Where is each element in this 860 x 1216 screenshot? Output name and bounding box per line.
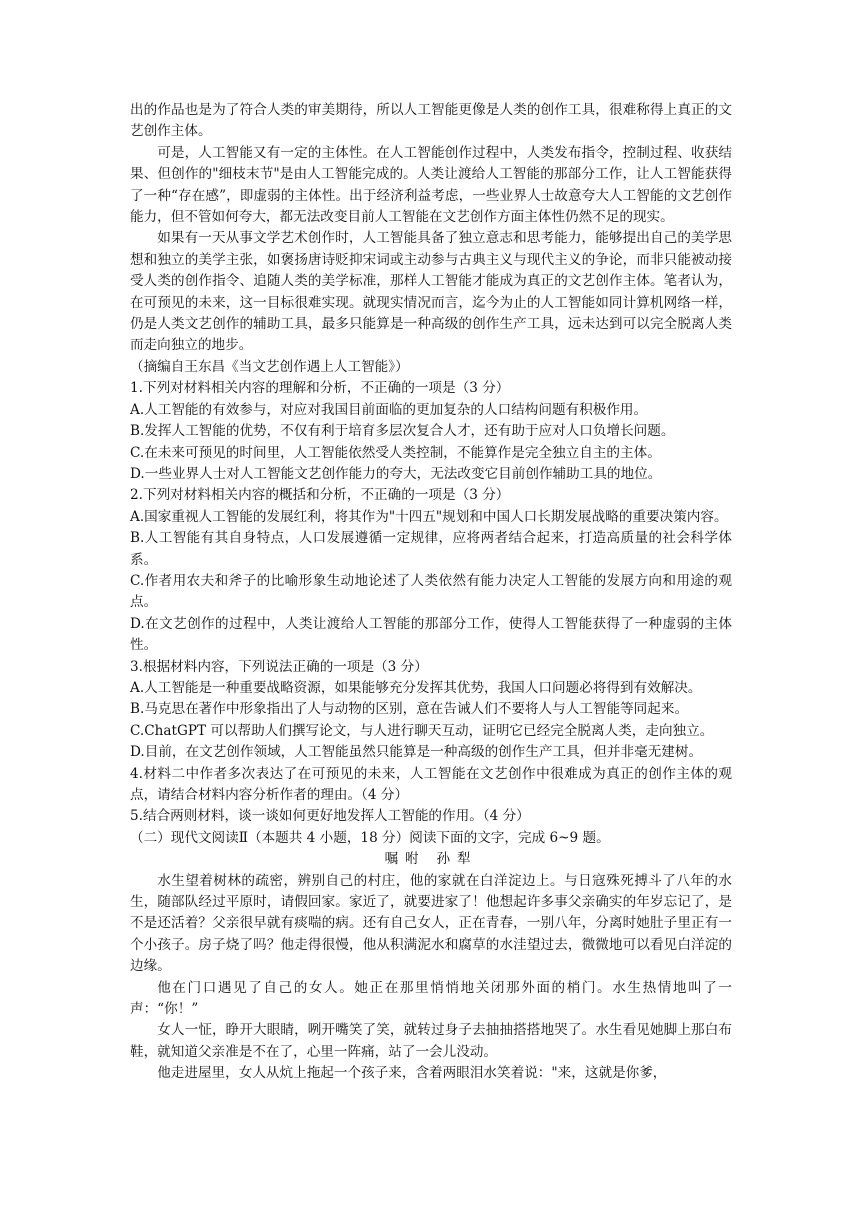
story-paragraph: 女人一怔，睁开大眼睛，咧开嘴笑了笑，就转过身子去抽抽搭搭地哭了。水生看见她脚上那白布鞋，就知道父亲准是不在了，心里一阵痛，站了一会儿没动。 (130, 1022, 732, 1060)
source-citation: （摘编自王东昌《当文艺创作遇上人工智能》） (130, 358, 409, 375)
question-stem: 4.材料二中作者多次表达了在可预见的未来，人工智能在文艺创作中很难成为真正的创作主体的观点，请结合材料内容分析作者的理由。（4 分） (130, 765, 732, 803)
question-option: A.国家重视人工智能的发展红利，将其作为"十四五"规划和中国人口长期发展战略的重要决策内容。 (130, 508, 728, 525)
question-option: A.人工智能是一种重要战略资源，如果能够充分发挥其优势，我国人口问题必将得到有效解决。 (130, 679, 702, 696)
question-option: B.人工智能有其自身特点，人口发展遵循一定规律，应将两者结合起来，打造高质量的社会科学体系。 (130, 530, 732, 568)
passage-paragraph: 如果有一天从事文学艺术创作时，人工智能具备了独立意志和思考能力，能够提出自己的美学思想和独立的美学主张，如褒扬唐诗贬抑宋词或主动参与古典主义与现代主义的争论，而非只能被动接受人类的创作指令、追随人类的美学标准，那样人工智能才能成为真正的文艺创作主体。笔者认为，在可预见的未来，这一目标很难实现。就现实情况而言，迄今为止的人工智能如同计算机网络一样，仍是人类文艺创作的辅助工具，最多只能算是一种高级的创作生产工具，远未达到可以完全脱离人类而走向独立的地步。 (130, 230, 732, 354)
question-option: B.马克思在著作中形象指出了人与动物的区别，意在告诫人们不要将人与人工智能等同起来。 (130, 701, 689, 718)
question-stem: 5.结合两则材料，谈一谈如何更好地发挥人工智能的作用。（4 分） (130, 808, 530, 825)
question-option: C.ChatGPT 可以帮助人们撰写论文，与人进行聊天互动，证明它已经完全脱离人类，走向独立。 (130, 722, 714, 739)
question-option: D.一些业界人士对人工智能文艺创作能力的夸大，无法改变它目前创作辅助工具的地位。 (130, 465, 662, 482)
story-paragraph: 他在门口遇见了自己的女人。她正在那里悄悄地关闭那外面的梢门。水生热情地叫了一声：“你！” (130, 979, 732, 1018)
passage-paragraph: 出的作品也是为了符合人类的审美期待，所以人工智能更像是人类的创作工具，很难称得上真正的文艺创作主体。 (130, 102, 732, 140)
question-option: C.作者用农夫和斧子的比喻形象生动地论述了人类依然有能力决定人工智能的发展方向和用途的观点。 (130, 572, 732, 611)
question-stem: 3.根据材料内容，下列说法正确的一项是（3 分） (130, 658, 428, 675)
story-title: 嘱咐 孙犁 (384, 851, 478, 868)
story-paragraph: 水生望着树林的疏密，辨别自己的村庄，他的家就在白洋淀边上。与日寇殊死搏斗了八年的水生，随部队经过平原时，请假回家。家近了，就要进家了！他想起许多事父亲确实的年岁忘记了，是不是还活着？父亲很早就有痰喘的病。还有自己女人，正在青春，一别八年，分离时她肚子里正有一个小孩子。房子烧了吗？他走得很慢，他从积满泥水和腐草的水洼望过去，微微地可以看见白洋淀的边缘。 (130, 872, 732, 975)
section-heading: （二）现代文阅读Ⅱ（本题共 4 小题，18 分）阅读下面的文字，完成 6~9 题。 (130, 829, 610, 846)
passage-paragraph: 可是，人工智能又有一定的主体性。在人工智能创作过程中，人类发布指令，控制过程、收获结果、但创作的"细枝末节"是由人工智能完成的。人类让渡给人工智能的那部分工作，让人工智能获得了一种“存在感”，即虚弱的主体性。出于经济利益考虑，一些业界人士故意夸大人工智能的文艺创作能力，但不管如何夸大，都无法改变目前人工智能在文艺创作方面主体性仍然不足的现实。 (130, 144, 732, 226)
question-option: D.目前，在文艺创作领域，人工智能虽然只能算是一种高级的创作生产工具，但并非毫无建树。 (130, 744, 703, 761)
question-option: D.在文艺创作的过程中，人类让渡给人工智能的那部分工作，使得人工智能获得了一种虚弱的主体性。 (130, 615, 732, 654)
question-option: C.在未来可预见的时间里，人工智能依然受人类控制，不能算作是完全独立自主的主体。 (130, 444, 661, 461)
question-stem: 1.下列对材料相关内容的理解和分析，不正确的一项是（3 分） (130, 380, 510, 397)
question-stem: 2.下列对材料相关内容的概括和分析，不正确的一项是（3 分） (130, 487, 510, 504)
story-paragraph: 他走进屋里，女人从炕上拖起一个孩子来，含着两眼泪水笑着说："来，这就是你爹， (157, 1065, 667, 1082)
question-option: A.人工智能的有效参与，对应对我国目前面临的更加复杂的人口结构问题有积极作用。 (130, 401, 648, 418)
question-option: B.发挥人工智能的优势，不仅有利于培育多层次复合人才，还有助于应对人口负增长问题。 (130, 423, 675, 440)
